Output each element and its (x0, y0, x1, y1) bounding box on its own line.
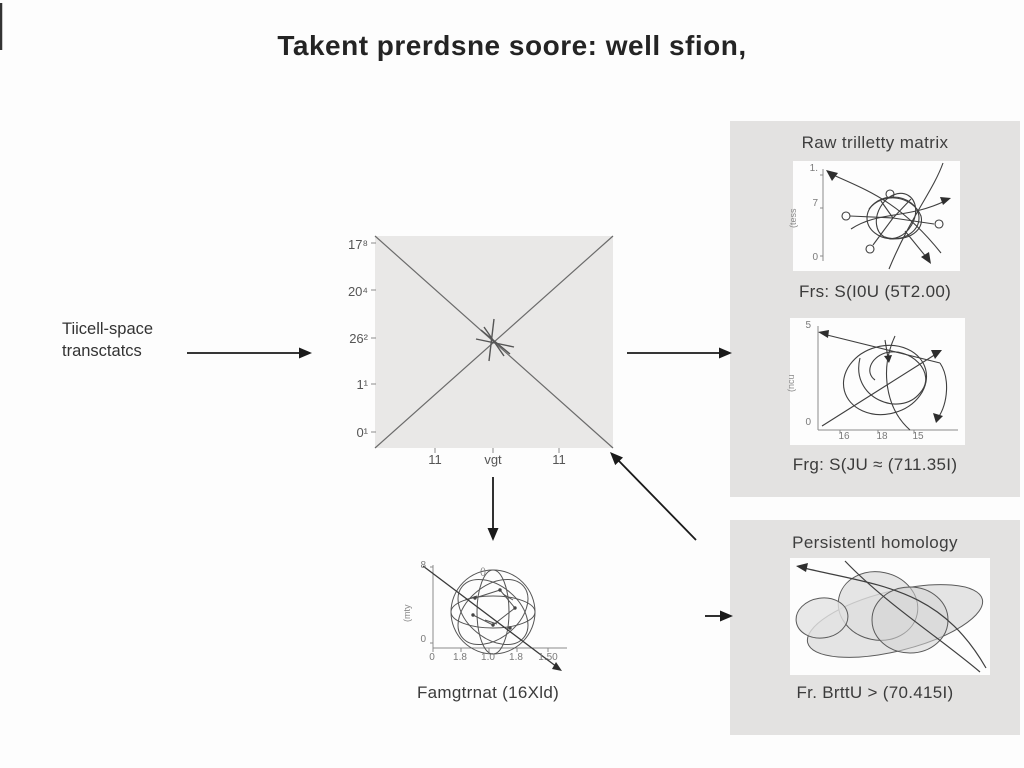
center-x-tick: 11 (552, 452, 566, 467)
sphere-y-axis-label: (mty (402, 604, 412, 622)
trajectory-plot-1 (793, 161, 960, 271)
sphere-x-tick: 0 (429, 652, 435, 663)
sphere-x-tick: 1.8 (509, 652, 523, 663)
plot1-y-axis-label: (tess (788, 208, 798, 228)
input-label-line1: Tiicell-space (62, 320, 154, 338)
input-label (62, 318, 153, 362)
center-x-tick: 11 (428, 452, 442, 467)
plot1-y-tick: 0 (812, 252, 818, 263)
center-y-tick: 0¹ (356, 425, 368, 440)
plot1-y-tick: 1. (809, 163, 818, 174)
plot1-caption: Frs: S(I0U (5T2.00) (798, 282, 952, 301)
input-label-line2: transctatcs (62, 342, 142, 360)
arrow-diagonal-to-center (618, 460, 696, 540)
plot2-y-tick: 0 (805, 417, 811, 428)
plot2-x-tick: 18 (876, 431, 888, 442)
homology-caption: Fr. BrttU > (70.415I) (796, 683, 954, 702)
plot2-x-tick: 16 (838, 431, 850, 442)
homology-figure (790, 558, 990, 675)
sphere-plot-caption: Famgtrnat (16Xld) (416, 683, 560, 702)
sphere-y-tick: 0 (420, 634, 426, 645)
plot2-caption: Frg: S(JU ≈ (711.35I) (792, 455, 958, 474)
page-title: Takent prerdsne soore: well sfion, (277, 30, 747, 61)
homology-panel-header: Persistentl homology (792, 533, 958, 552)
sphere-x-tick: 1.50 (538, 652, 558, 663)
sphere-x-tick: 1.8 (453, 652, 467, 663)
arrowhead-icon (796, 563, 808, 572)
trajectory-plot-2 (790, 318, 965, 445)
sphere-top-label: () (480, 566, 486, 576)
arrowhead-icon (818, 330, 943, 423)
sphere-x-tick: 1.0 (481, 652, 495, 663)
arrowhead-icon (552, 662, 562, 671)
plot2-x-tick: 15 (912, 431, 924, 442)
sphere-y-tick: 8 (420, 560, 426, 571)
trajectory-plot-2-figure (790, 318, 965, 445)
plot2-y-axis-label: (ncu (786, 374, 796, 392)
trajectory-plot-1-figure (793, 161, 960, 271)
center-x-tick: vgt (484, 452, 502, 467)
center-plot-area (375, 236, 613, 448)
plot1-y-tick: 7 (812, 198, 818, 209)
center-y-tick: 26² (349, 331, 368, 346)
raw-matrix-panel-header: Raw trilletty matrix (801, 133, 949, 152)
center-y-tick: 1¹ (356, 377, 368, 392)
plot2-y-tick: 5 (805, 320, 811, 331)
arrowhead-icon (826, 170, 951, 264)
homology-plot (790, 558, 990, 675)
center-y-tick: 20⁴ (347, 284, 368, 299)
center-y-tick: 17⁸ (348, 237, 368, 252)
